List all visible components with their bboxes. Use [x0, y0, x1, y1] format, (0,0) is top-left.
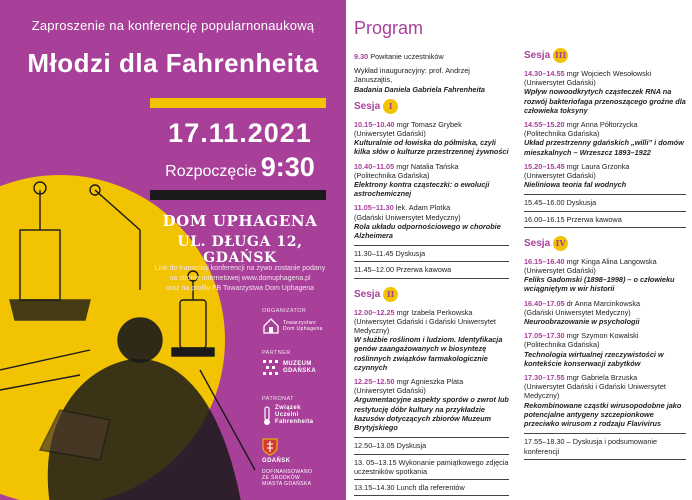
talk-speaker: mgr Kinga Alina Langowska [564, 256, 657, 266]
talk-affiliation: (Politechnika Gdańska) [354, 170, 430, 180]
talk-item [524, 331, 686, 368]
talk-speaker: lek. Adam Plotka [393, 203, 451, 213]
talk-speaker: mgr Wojciech Wesołowski [564, 69, 652, 78]
session-number-badge: III [553, 48, 568, 63]
talk-affiliation: (Uniwersytet Gdański) [354, 386, 426, 396]
session-number-badge: IV [553, 236, 568, 251]
talk-affiliation: (Uniwersytet Gdański) [354, 129, 426, 139]
talk-title: Rola układu odpornościowego w chorobie Alzheimera [354, 221, 501, 241]
patron-name: Uczelni [275, 412, 299, 418]
session-number-badge: I [383, 99, 398, 114]
partner-name: MUZEUM [283, 361, 312, 367]
talk-item [524, 257, 686, 294]
organizer-name: Towarzystwo [283, 320, 317, 326]
talk-time: 12.25–12.50 [354, 377, 395, 387]
opening-item [354, 52, 509, 61]
talk-speaker: mgr Gabriela Brzuska [564, 373, 638, 383]
talk-speaker: mgr Laura Grzonka [564, 161, 630, 171]
talk-speaker: mgr Anna Półtorzycka [564, 120, 638, 130]
talk-item [354, 120, 509, 157]
keynote-title: Badania Daniela Gabriela Fahrenheita [354, 84, 485, 94]
talk-item [524, 162, 686, 190]
session-number-badge: II [383, 287, 398, 302]
talk-time: 12.00–12.25 [354, 307, 395, 317]
break-item: 12.50–13.05 Dyskusja [354, 437, 509, 454]
patron-name: Związek [275, 405, 301, 411]
stream-line: Link do transmisji konferencji na żywo zostanie podany [154, 265, 326, 272]
break-item: 13. 05–13.15 Wykonanie pamiątkowego zdjęcia uczestników spotkania [354, 455, 509, 480]
talk-speaker: mgr Szymon Kowalski [564, 331, 639, 341]
talk-item [354, 308, 509, 372]
talk-time: 15.20–15.45 [524, 161, 565, 171]
talk-item [354, 203, 509, 240]
start-label: Rozpoczęcie [165, 163, 257, 180]
patron-name: Fahrenheita [275, 419, 314, 425]
gdansk-crest-icon [262, 438, 278, 456]
program-title: Program [354, 18, 424, 38]
talk-time: 17.05–17.30 [524, 331, 565, 341]
session-header-3 [524, 48, 686, 63]
session-header-2 [354, 287, 509, 302]
talk-affiliation: (Gdański Uniwersytet Medyczny) [354, 212, 461, 222]
talk-speaker: mgr Agnieszka Plata [394, 377, 464, 387]
session-label: Sesja [354, 100, 381, 112]
program-panel [346, 0, 692, 500]
break-item: 11.45–12.00 Przerwa kawowa [354, 262, 509, 278]
talk-item [524, 69, 686, 115]
thermometer-icon [262, 406, 272, 426]
patron-logo-block [262, 396, 342, 426]
partner-name: GDAŃSKA [283, 368, 317, 374]
program-column-left [354, 52, 509, 496]
talk-affiliation: (Uniwersytet Gdański i Gdański Uniwersytet Medyczny) [354, 316, 496, 336]
talk-title: Kulturalnie od łowiska do półmiska, czyli kilka słów o kulturze przestrzennej żywności [354, 138, 509, 157]
funding-line: MIASTA GDAŃSKA [262, 481, 312, 487]
session-label: Sesja [524, 237, 551, 249]
partner-logo-block [262, 350, 342, 377]
talk-item [524, 120, 686, 157]
venue-name: DOM UPHAGENA [162, 212, 318, 230]
session-header-1 [354, 99, 509, 114]
talk-affiliation: (Uniwersytet Gdański) [524, 171, 596, 181]
city-logo-block [262, 438, 342, 487]
talk-time: 10.40–11.05 [354, 161, 395, 171]
talk-title: W służbie roślinom i ludziom. Identyfikacja genów zaangażowanych w biosyntezę roślinnych związków farmakologicznie czynnych [354, 335, 503, 372]
break-item: 17.55–18.30 – Dyskusja i podsumowanie konferencji [524, 433, 686, 459]
talk-affiliation: (Uniwersytet Gdański) [524, 266, 596, 276]
talk-title: Układ przestrzenny gdańskich „willi” i domów mieszkalnych – Wrzeszcz 1893–1922 [524, 138, 684, 157]
talk-item [354, 162, 509, 199]
session-label: Sesja [354, 288, 381, 300]
talk-time: 10.15–10.40 [354, 119, 395, 129]
talk-title: Elektrony kontra cząsteczki: o ewolucji astrochemicznej [354, 180, 490, 199]
venue-address: UL. DŁUGA 12, GDAŃSK [177, 234, 303, 266]
talk-time: 17.30–17.55 [524, 373, 565, 383]
partner-label: PARTNER [262, 350, 291, 356]
talk-affiliation: (Politechnika Gdańska) [524, 129, 600, 139]
black-divider-bar [150, 190, 326, 200]
talk-title: Nieliniowa teoria fal wodnych [524, 180, 627, 190]
talk-time: 14.55–15.20 [524, 120, 565, 130]
talk-speaker: mgr Tomasz Grybek [394, 119, 462, 129]
start-time-line [150, 152, 330, 183]
item-time: 9.30 [354, 52, 369, 61]
break-item: 15.45–16.00 Dyskusja [524, 194, 686, 211]
talk-title: Wpływ nowoodkrytych cząsteczek RNA na rozwój bakteriofaga przenoszącego groźne dla człowieka toksyny [524, 87, 686, 115]
organizer-name: Dom Uphagena [283, 326, 323, 332]
talk-title: Technologia wirtualnej rzeczywistości w kontekście konserwacji zabytków [524, 349, 664, 368]
start-time: 9:30 [260, 152, 315, 182]
break-item: 16.00–16.15 Przerwa kawowa [524, 212, 686, 228]
talk-item [524, 373, 686, 428]
funding-line: ZE ŚRODKÓW [262, 475, 301, 481]
talk-affiliation: (Uniwersytet Gdański) [524, 78, 596, 88]
program-column-right [524, 48, 686, 460]
talk-time: 11.05–11.30 [354, 203, 394, 213]
funding-line: DOFINANSOWANO [262, 469, 313, 475]
museum-grid-icon [262, 359, 280, 377]
keynote-item [354, 66, 509, 94]
talk-title: Neuroobrazowanie w psychologii [524, 317, 640, 327]
break-item: 13.15–14.30 Lunch dla referentów [354, 480, 509, 496]
item-text: Powitanie uczestników [368, 52, 444, 61]
organizer-label: ORGANIZATOR [262, 308, 307, 314]
invitation-subtitle: Zaproszenie na konferencję popularnonaukową [31, 18, 315, 33]
talk-title: Feliks Gadomski (1898–1998) – o człowieku wciągniętym w wir historii [524, 275, 675, 294]
talk-speaker: mgr Natalia Tańska [394, 161, 459, 171]
talk-speaker: dr Anna Marcinkowska [564, 298, 641, 308]
talk-time: 16.40–17.05 [524, 298, 565, 308]
talk-title: Argumentacyjne aspekty sporów o zwrot lub restytucję dóbr kultury na przykładzie kazusów dotyczących zbiorów Muzeum Brytyjskiego [354, 395, 509, 433]
stream-info [150, 264, 330, 294]
yellow-divider-bar [150, 98, 326, 108]
talk-item [524, 299, 686, 327]
talk-title: Rekombinowane cząstki wirusopodobne jako potencjalne antygeny szczepionkowe przeciwko wirusom z rodzaju Flavivirus [524, 400, 682, 429]
talk-item [354, 377, 509, 432]
talk-affiliation: (Politechnika Gdańska) [524, 340, 600, 350]
talk-affiliation: (Gdański Uniwersytet Medyczny) [524, 307, 631, 317]
talk-speaker: mgr Izabela Perkowska [394, 307, 473, 317]
talk-time: 14.30–14.55 [524, 69, 565, 78]
house-icon [262, 317, 280, 335]
session-label: Sesja [524, 49, 551, 61]
city-name: GDAŃSK [262, 458, 291, 464]
session-header-4 [524, 236, 686, 251]
event-date: 17.11.2021 [168, 118, 312, 148]
stream-line: oraz na profilu FB Towarzystwa Dom Uphagena [165, 285, 315, 292]
conference-title: Młodzi dla Fahrenheita [27, 48, 319, 78]
break-item: 11.30–11.45 Dyskusja [354, 245, 509, 262]
talk-affiliation: (Uniwersytet Gdański i Gdański Uniwersytet Medyczny) [524, 382, 666, 401]
talk-time: 16.15–16.40 [524, 256, 565, 266]
keynote-intro: Wykład inauguracyjny: prof. Andrzej Januszajtis, [354, 66, 470, 85]
organizer-logo-block [262, 308, 342, 335]
patron-label: PATRONAT [262, 396, 294, 402]
stream-line: na stronie internetowej www.domuphagena.pl [169, 275, 311, 282]
